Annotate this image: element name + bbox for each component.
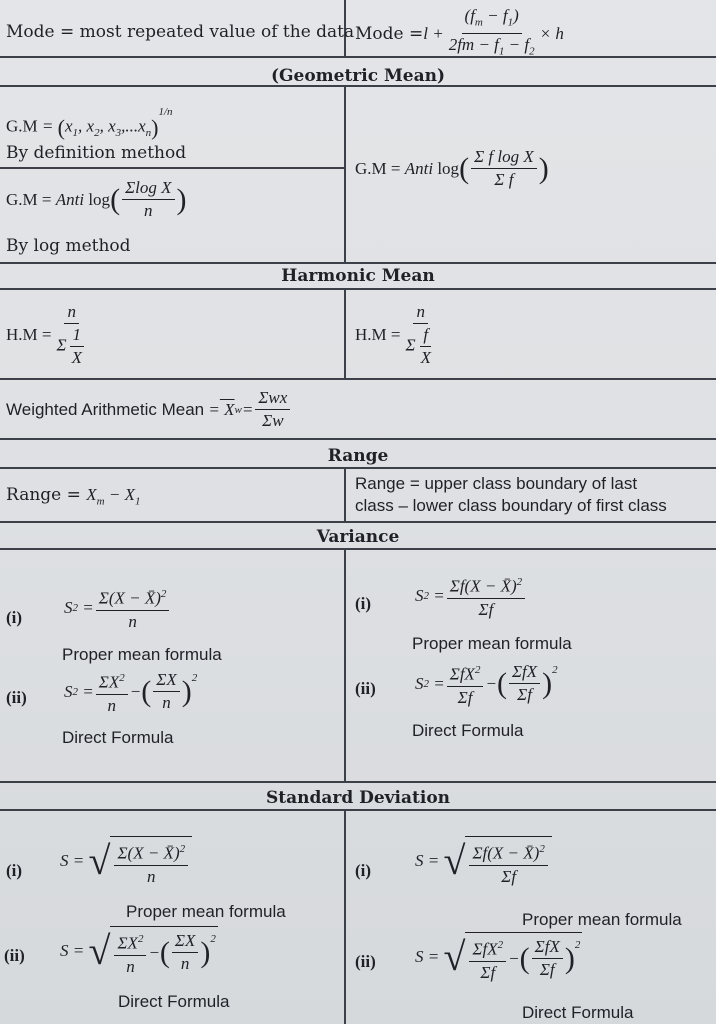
- range-heading: Range: [327, 446, 389, 466]
- variance-left-i-caption: Proper mean formula: [62, 645, 222, 664]
- range-grouped-line1: Range = upper class boundary of last: [355, 474, 638, 493]
- row-divider: [0, 262, 716, 264]
- sd-left-ii-caption: Direct Formula: [118, 992, 230, 1011]
- variance-left-i-label: (i): [6, 608, 23, 627]
- sd-right-ii-caption: Direct Formula: [522, 1003, 634, 1022]
- sd-left-ii-label: (ii): [4, 946, 25, 965]
- weighted-mean-label: Weighted Arithmetic Mean: [6, 399, 205, 419]
- harmonic-mean-heading: Harmonic Mean: [281, 266, 435, 286]
- mode-definition: Mode = most repeated value of the data: [6, 22, 355, 42]
- gm-definition-label: By definition method: [6, 143, 187, 163]
- hm-grouped-formula: H.M = n Σ $\frac{f}{X}$: [355, 302, 431, 367]
- variance-right-ii-caption: Direct Formula: [412, 721, 524, 740]
- variance-heading: Variance: [316, 527, 400, 547]
- mode-formula-prefix: Mode =: [355, 23, 424, 44]
- sd-left-ii-formula: S = √ $\Sigma X^2$ n − ( ΣX n ) $^2$: [60, 926, 218, 977]
- hm-ungrouped-formula: H.M = n Σ $\frac{1}{X}$: [6, 302, 92, 368]
- variance-right-i-caption: Proper mean formula: [412, 634, 572, 653]
- sd-right-ii-label: (ii): [355, 952, 376, 971]
- gm-grouped-formula: G.M = Anti log ( Σ f log X Σ f ): [355, 147, 549, 189]
- row-divider: [0, 548, 716, 550]
- weighted-mean-row: Weighted Arithmetic Mean = X w = Σwx Σw: [6, 388, 292, 431]
- row-divider: [0, 438, 716, 440]
- gm-log-label: By log method: [6, 236, 131, 256]
- geometric-mean-heading: (Geometric Mean): [270, 66, 446, 86]
- row-divider: [0, 288, 716, 290]
- variance-right-i-label: (i): [355, 594, 372, 613]
- col-divider: [344, 809, 346, 1024]
- variance-left-i-formula: S 2 = Σ(X − X̄)$^2$ n: [64, 584, 171, 632]
- row-divider: [0, 809, 716, 811]
- gm-log-formula: G.M = Anti log ( Σlog X n ): [6, 178, 187, 220]
- sd-left-i-caption: Proper mean formula: [126, 902, 286, 921]
- gm-definition-formula: $G.M = (x_1$, $x_2$, $x_3,...x_n)^{1/n}$: [6, 106, 173, 140]
- sd-right-ii-formula: S = √ ΣfX$^2$ Σf − ( ΣfX Σf ) $^2$: [415, 932, 582, 983]
- sd-right-i-label: (i): [355, 861, 372, 880]
- sd-right-i-formula: S = √ Σf(X − X̄)$^2$ Σf: [415, 836, 552, 887]
- variance-right-i-formula: S 2 = Σf(X − X̄)$^2$ Σf: [415, 572, 527, 620]
- sd-left-i-label: (i): [6, 861, 23, 880]
- variance-left-ii-caption: Direct Formula: [62, 728, 174, 747]
- variance-left-ii-label: (ii): [6, 688, 27, 707]
- variance-right-ii-label: (ii): [355, 679, 376, 698]
- row-divider: [0, 378, 716, 380]
- row-divider: [0, 521, 716, 523]
- standard-deviation-heading: Standard Deviation: [265, 788, 451, 808]
- range-ungrouped-formula: Range = $X_m - X_1$: [6, 485, 141, 508]
- row-divider: [0, 167, 345, 169]
- range-grouped-line2: class – lower class boundary of first class: [355, 496, 667, 515]
- sd-left-i-formula: S = √ Σ(X − X̄)$^2$ n: [60, 836, 192, 887]
- mode-formula: Mode = l + $\frac{(f_m - f_1)}{2fm - f_1 - f_2}$ × h: [355, 6, 564, 58]
- row-divider: [0, 467, 716, 469]
- variance-left-ii-formula: S 2 = $\Sigma X^2$ n − ( ΣX n ) $^2$: [64, 668, 197, 716]
- sd-right-i-caption: Proper mean formula: [522, 910, 682, 929]
- col-divider: [344, 85, 346, 263]
- variance-right-ii-formula: S 2 = ΣfX$^2$ Σf − ( ΣfX Σf ) $^2$: [415, 660, 558, 708]
- col-divider: [344, 288, 346, 379]
- row-divider: [0, 781, 716, 783]
- col-divider: [344, 548, 346, 782]
- col-divider: [344, 467, 346, 522]
